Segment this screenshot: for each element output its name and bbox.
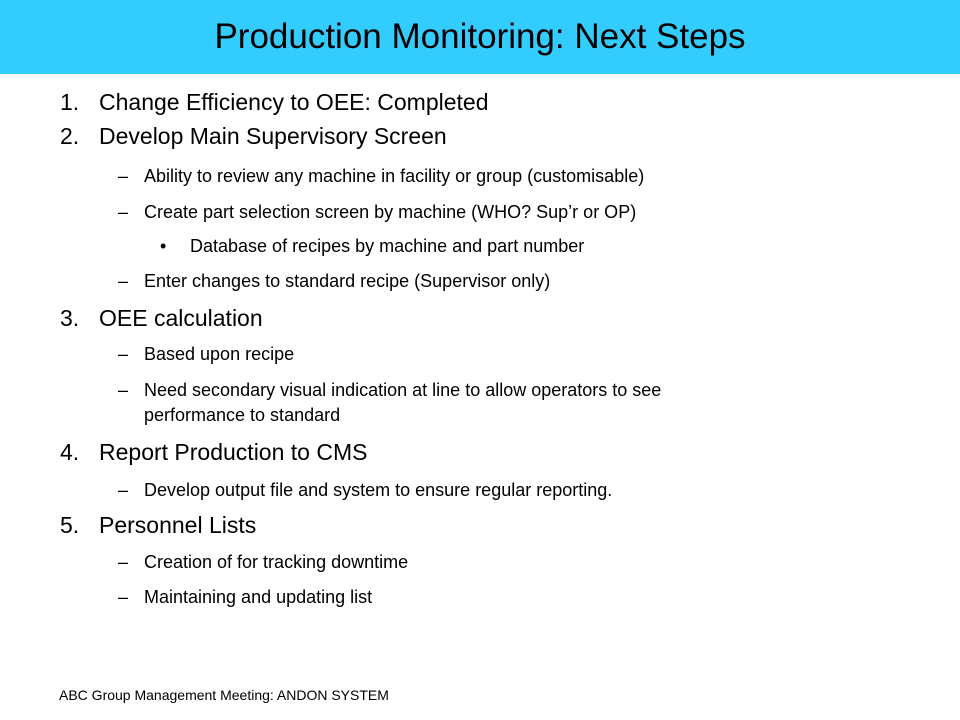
list-item-text: Change Efficiency to OEE: Completed xyxy=(99,89,489,115)
list-number: 3. xyxy=(60,305,80,331)
list-item-text: Report Production to CMS xyxy=(99,439,368,465)
dash-marker: – xyxy=(118,202,129,222)
list-number: 2. xyxy=(60,123,80,149)
sub-item-text: Enter changes to standard recipe (Supervisor only) xyxy=(144,271,551,291)
sub-item-text: Ability to review any machine in facility or group (customisable) xyxy=(144,166,645,186)
sub-item-text: performance to standard xyxy=(144,405,341,425)
dash-marker: – xyxy=(118,380,129,400)
sub-item-text: Need secondary visual indication at line to allow operators to see xyxy=(144,380,662,400)
bullet-marker: • xyxy=(160,236,167,256)
sub-item-text: Develop output file and system to ensure regular reporting. xyxy=(144,480,613,500)
list-number: 4. xyxy=(60,439,80,465)
sub-item-text: Create part selection screen by machine (WHO? Sup’r or OP) xyxy=(144,202,637,222)
dash-marker: – xyxy=(118,587,129,607)
dash-marker: – xyxy=(118,271,129,291)
list-number: 5. xyxy=(60,512,80,538)
sub-item-text: Maintaining and updating list xyxy=(144,587,373,607)
list-item-text: Personnel Lists xyxy=(99,512,257,538)
sub-item-text: Based upon recipe xyxy=(144,344,295,364)
sub-item-text: Creation of for tracking downtime xyxy=(144,552,409,572)
slide-footer: ABC Group Management Meeting: ANDON SYSTEM xyxy=(59,687,389,703)
dash-marker: – xyxy=(118,166,129,186)
list-number: 1. xyxy=(60,89,80,115)
dash-marker: – xyxy=(118,480,129,500)
dash-marker: – xyxy=(118,552,129,572)
sub-sub-item-text: Database of recipes by machine and part number xyxy=(190,236,585,256)
list-item-text: OEE calculation xyxy=(99,305,263,331)
slide-title: Production Monitoring: Next Steps xyxy=(214,17,746,56)
list-item-text: Develop Main Supervisory Screen xyxy=(99,123,447,149)
dash-marker: – xyxy=(118,344,129,364)
